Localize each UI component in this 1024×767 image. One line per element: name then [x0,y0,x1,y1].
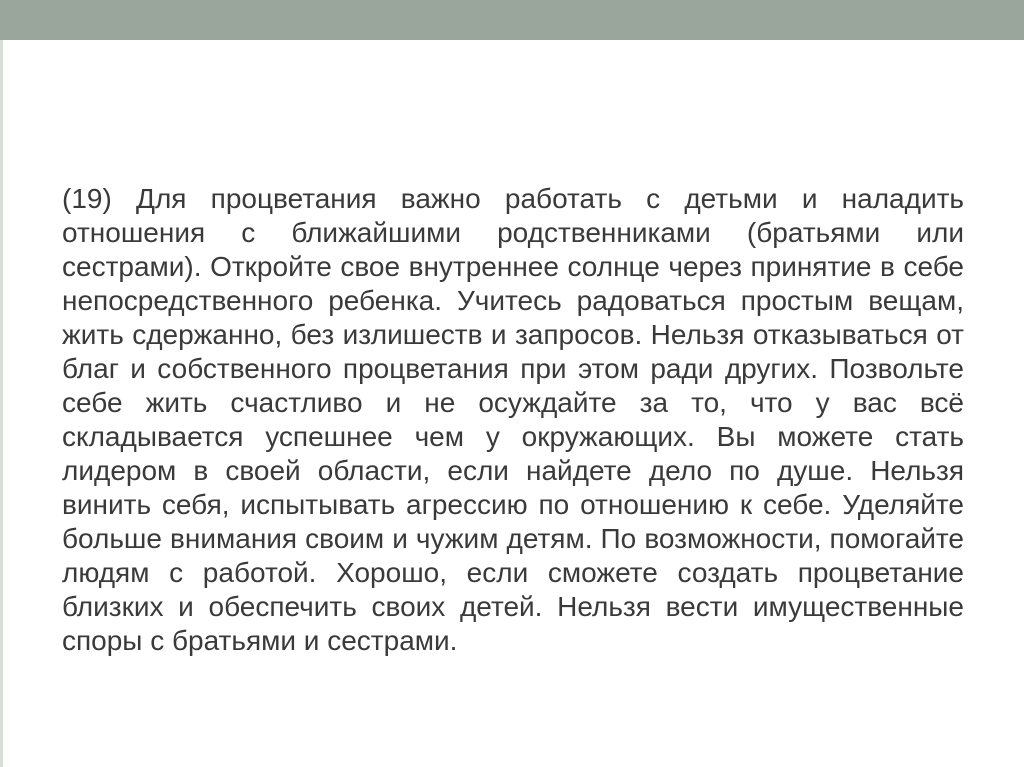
left-rule [0,40,3,767]
top-band [0,0,1024,40]
slide-body-text: (19) Для процветания важно работать с детьми и наладить отношения с ближайшими родственниками (братьями или сестрами). Откройте свое внутреннее солнце через принятие в себе непосредственного ребенка. Учитесь радоваться простым вещам, жить сдержанно, без излишеств и запросов. Нельзя отказываться от благ и собственного процветания при этом ради других. Позвольте себе жить счастливо и не осуждайте за то, что у вас всё складывается успешнее чем у окружающих. Вы можете стать лидером в своей области, если найдете дело по душе. Нельзя винить себя, испытывать агрессию по отношению к себе. Уделяйте больше внимания своим и чужим детям. По возможности, помогайте людям с работой. Хорошо, если сможете создать процветание близких и обеспечить своих детей. Нельзя вести имущественные споры с братьями и сестрами. [62,183,964,656]
